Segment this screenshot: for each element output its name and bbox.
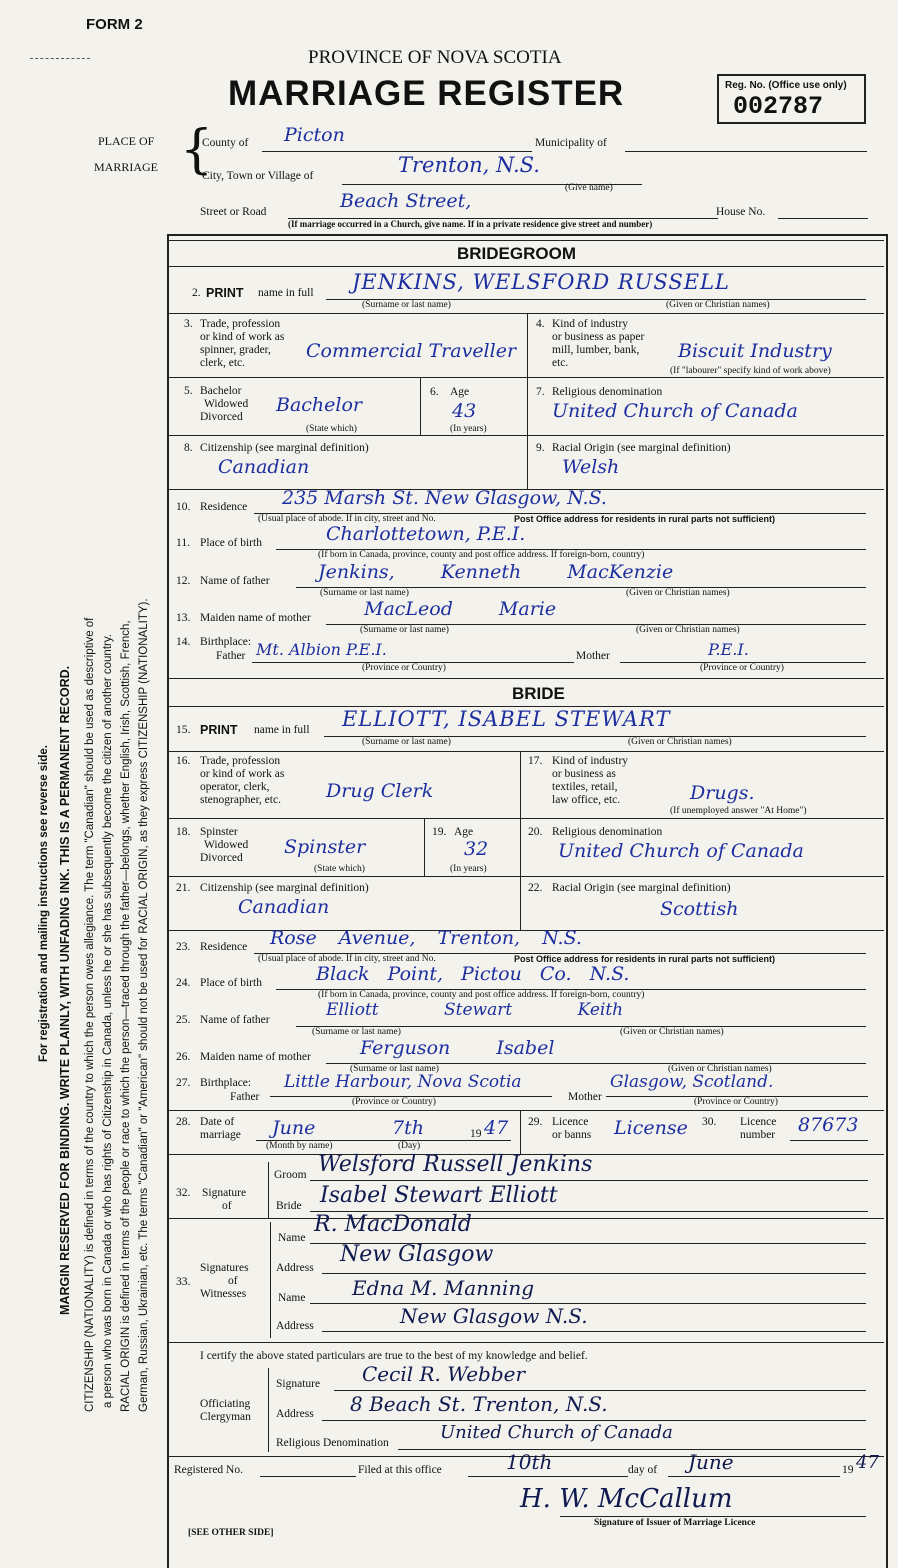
filed-year-value: 47 [856, 1452, 879, 1473]
month-caption: (Month by name) [266, 1141, 333, 1151]
item-8-number: 8. [184, 442, 193, 454]
date-label-1: Date of [200, 1116, 235, 1128]
marriage-month-value: June [272, 1117, 316, 1139]
item-15-number: 15. [176, 724, 191, 736]
bride-label: Bride [276, 1200, 302, 1212]
bride-industry-label-1: Kind of industry [552, 755, 629, 767]
city-value: Trenton, N.S. [398, 153, 540, 177]
bride-birth-label: Place of birth [200, 977, 262, 989]
margin-line-4: a person who was born in Canada or who has rights of Citizenship in Canada, unless he or she has subsequently become the citizen of another country. [102, 634, 114, 1408]
groom-status-label-1: Bachelor [200, 385, 242, 397]
bride-industry-label-4: law office, etc. [552, 794, 621, 806]
groom-citizenship-label: Citizenship (see marginal definition) [200, 442, 369, 454]
witness1-address-label: Address [276, 1262, 314, 1274]
groom-birth-caption: (If born in Canada, province, county and post office address. If foreign-born, country) [318, 550, 645, 560]
bride-age-label: Age [454, 826, 474, 838]
groom-years-caption: (In years) [450, 424, 487, 434]
item-22-number: 22. [528, 882, 543, 894]
signature-of-label: of [222, 1200, 232, 1212]
bride-father-given-caption: (Given or Christian names) [620, 1027, 724, 1037]
registered-label: Registered No. [174, 1464, 243, 1476]
clergy-label-1: Officiating [200, 1398, 251, 1410]
place-note: (If marriage occurred in a Church, give name. If in a private residence give street and number) [288, 219, 653, 229]
reg-number: 002787 [733, 92, 824, 121]
item-32-number: 32. [176, 1187, 191, 1199]
filed-month-value: June [688, 1450, 734, 1474]
bride-birthplace-father: Father [230, 1091, 260, 1103]
bride-industry-value: Drugs. [690, 782, 755, 804]
issuer-caption: Signature of Issuer of Marriage Licence [594, 1518, 756, 1528]
groom-status-value: Bachelor [276, 394, 363, 416]
bride-trade-label-4: stenographer, etc. [200, 794, 281, 806]
groom-birthplace-label: Birthplace: [200, 636, 252, 648]
bride-industry-label-3: textiles, retail, [552, 781, 618, 793]
groom-religion-label: Religious denomination [552, 386, 663, 398]
item-21-number: 21. [176, 882, 191, 894]
groom-industry-label-1: Kind of industry [552, 318, 629, 330]
margin-line-5: RACIAL ORIGIN is defined in terms of the people or race to which the person—traced through the father—belongs, whether English, Irish, Scottish, French, [120, 620, 132, 1412]
groom-residence-caption-bold: Post Office address for residents in rural parts not sufficient) [514, 514, 776, 524]
witness1-name-value: R. MacDonald [314, 1212, 472, 1237]
bride-mother-value: Ferguson Isabel [360, 1037, 555, 1059]
give-name-caption: (Give name) [565, 183, 613, 193]
item-30-number: 30. [702, 1116, 717, 1128]
item-29-number: 29. [528, 1116, 543, 1128]
item-9-number: 9. [536, 442, 545, 454]
clergy-denom-value: United Church of Canada [440, 1422, 673, 1443]
groom-print-label: PRINT [206, 286, 244, 300]
county-label: County of [202, 137, 249, 149]
groom-industry-label-3: mill, lumber, bank, [552, 344, 640, 356]
date-label-2: marriage [200, 1129, 241, 1141]
bride-age-value: 32 [464, 838, 489, 860]
bride-years-caption: (In years) [450, 864, 487, 874]
groom-father-bp-value: Mt. Albion P.E.I. [256, 640, 387, 659]
bride-residence-caption-bold: Post Office address for residents in rural parts not sufficient) [514, 954, 776, 964]
day-of-label: day of [628, 1464, 658, 1476]
witness2-address-value: New Glasgow N.S. [400, 1304, 588, 1328]
groom-father-value: Jenkins, Kenneth MacKenzie [318, 561, 674, 583]
form-dashes [30, 58, 90, 59]
bride-religion-value: United Church of Canada [558, 840, 804, 862]
witness2-name-label: Name [278, 1292, 306, 1304]
margin-line-1: For registration and mailing instructions see reverse side. [38, 745, 50, 1062]
bride-signature: Isabel Stewart Elliott [320, 1183, 558, 1208]
bride-residence-value: Rose Avenue, Trenton, N.S. [270, 927, 582, 949]
filed-year-prefix: 19 [842, 1464, 854, 1476]
item-33-number: 33. [176, 1276, 191, 1288]
bride-residence-caption: (Usual place of abode. If in city, street and No. [258, 954, 436, 964]
bride-status-label-1: Spinster [200, 826, 238, 838]
item-18-number: 18. [176, 826, 191, 838]
clergy-denom-label: Religious Denomination [276, 1437, 389, 1449]
groom-status-label-2: Widowed [204, 398, 249, 410]
groom-age-value: 43 [452, 400, 477, 422]
clergy-signature: Cecil R. Webber [362, 1362, 526, 1386]
groom-father-label: Name of father [200, 575, 270, 587]
municipality-label: Municipality of [535, 137, 607, 149]
groom-mother-label: Maiden name of mother [200, 612, 311, 624]
place-label-1: PLACE OF [98, 134, 155, 148]
groom-father-surname-caption: (Surname or last name) [320, 588, 409, 598]
item-6-number: 6. [430, 386, 439, 398]
bride-racial-label: Racial Origin (see marginal definition) [552, 882, 731, 894]
issuer-signature: H. W. McCallum [520, 1484, 733, 1514]
margin-line-3: CITIZENSHIP (NATIONALITY) is defined in terms of the country to which the person owes allegiance. The term "Canadian" should be used as descriptive of [84, 617, 96, 1412]
item-23-number: 23. [176, 941, 191, 953]
bride-status-label-2: Widowed [204, 839, 249, 851]
marriage-day-value: 7th [392, 1117, 424, 1139]
item-12-number: 12. [176, 575, 191, 587]
street-label: Street or Road [200, 206, 267, 218]
see-other-side: [SEE OTHER SIDE] [188, 1528, 274, 1538]
bride-heading: BRIDE [512, 684, 565, 703]
margin-line-2: MARGIN RESERVED FOR BINDING. WRITE PLAINLY, WITH UNFADING INK. THIS IS A PERMANENT RECORD. [58, 665, 72, 1315]
bride-father-label: Name of father [200, 1014, 270, 1026]
witness1-name-label: Name [278, 1232, 306, 1244]
bride-surname-caption: (Surname or last name) [362, 737, 451, 747]
bride-state-caption: (State which) [314, 864, 365, 874]
groom-industry-label-2: or business as paper [552, 331, 645, 343]
groom-industry-label-4: etc. [552, 357, 569, 369]
place-label-2: MARRIAGE [94, 160, 159, 174]
filed-label: Filed at this office [358, 1464, 442, 1476]
marriage-year-prefix: 19 [470, 1128, 482, 1140]
item-10-number: 10. [176, 501, 191, 513]
street-value: Beach Street, [340, 190, 472, 212]
page-title: MARRIAGE REGISTER [228, 74, 625, 113]
item-24-number: 24. [176, 977, 191, 989]
bride-name-label: name in full [254, 724, 310, 736]
certify-text: I certify the above stated particulars are true to the best of my knowledge and belief. [200, 1350, 588, 1362]
bride-religion-label: Religious denomination [552, 826, 663, 838]
bride-trade-label-1: Trade, profession [200, 755, 281, 767]
item-11-number: 11. [176, 537, 190, 549]
licence-label-1: Licence [552, 1116, 589, 1128]
groom-signature: Welsford Russell Jenkins [318, 1152, 593, 1177]
bride-father-bp-value: Little Harbour, Nova Scotia [284, 1072, 522, 1092]
bride-citizenship-value: Canadian [238, 896, 330, 918]
item-16-number: 16. [176, 755, 191, 767]
groom-trade-label-1: Trade, profession [200, 318, 281, 330]
witness2-address-label: Address [276, 1320, 314, 1332]
reg-box [717, 74, 866, 124]
bride-mother-surname-caption: (Surname or last name) [350, 1064, 439, 1074]
groom-father-given-caption: (Given or Christian names) [626, 588, 730, 598]
licence-label-2: or banns [552, 1129, 592, 1141]
item-4-number: 4. [536, 318, 545, 330]
bride-mother-province-caption: (Province or Country) [694, 1097, 778, 1107]
bride-given-caption: (Given or Christian names) [628, 737, 732, 747]
clergy-address-label: Address [276, 1408, 314, 1420]
item-26-number: 26. [176, 1051, 191, 1063]
item-14-number: 14. [176, 636, 191, 648]
clergy-signature-label: Signature [276, 1378, 321, 1390]
licence-no-label-1: Licence [740, 1116, 777, 1128]
item-20-number: 20. [528, 826, 543, 838]
groom-birth-label: Place of birth [200, 537, 262, 549]
bride-mother-given-caption: (Given or Christian names) [668, 1064, 772, 1074]
groom-mother-surname-caption: (Surname or last name) [360, 625, 449, 635]
clergy-label-2: Clergyman [200, 1411, 251, 1423]
witness-label-3: Witnesses [200, 1288, 247, 1300]
filed-day-value: 10th [506, 1450, 553, 1474]
groom-state-caption: (State which) [306, 424, 357, 434]
groom-surname-caption: (Surname or last name) [362, 300, 451, 310]
marriage-year-value: 47 [484, 1117, 509, 1139]
bride-industry-caption: (If unemployed answer "At Home") [670, 806, 807, 816]
bride-racial-value: Scottish [660, 898, 739, 920]
bride-industry-label-2: or business as [552, 768, 616, 780]
place-brace: { [180, 120, 214, 180]
groom-mother-province-caption: (Province or Country) [700, 663, 784, 673]
groom-father-province-caption: (Province or Country) [362, 663, 446, 673]
signature-label: Signature [202, 1187, 247, 1199]
province-title: PROVINCE OF NOVA SCOTIA [308, 47, 562, 68]
groom-racial-label: Racial Origin (see marginal definition) [552, 442, 731, 454]
groom-name-label: name in full [258, 287, 314, 299]
groom-trade-value: Commercial Traveller [306, 340, 517, 362]
bride-trade-label-3: operator, clerk, [200, 781, 270, 793]
bride-birth-value: Black Point, Pictou Co. N.S. [316, 963, 630, 985]
bride-status-label-3: Divorced [200, 852, 243, 864]
bride-birthplace-mother: Mother [568, 1091, 602, 1103]
bride-mother-bp-value: Glasgow, Scotland. [610, 1072, 774, 1092]
witness-label-1: Signatures [200, 1262, 249, 1274]
bridegroom-heading: BRIDEGROOM [457, 244, 576, 263]
item-28-number: 28. [176, 1116, 191, 1128]
groom-trade-label-4: clerk, etc. [200, 357, 246, 369]
bride-father-surname-caption: (Surname or last name) [312, 1027, 401, 1037]
bride-residence-label: Residence [200, 941, 248, 953]
item-13-number: 13. [176, 612, 191, 624]
witness1-address-value: New Glasgow [340, 1242, 494, 1267]
bride-trade-value: Drug Clerk [326, 780, 434, 802]
groom-given-caption: (Given or Christian names) [666, 300, 770, 310]
form-number: FORM 2 [86, 16, 143, 33]
item-5-number: 5. [184, 385, 193, 397]
witness2-name-value: Edna M. Manning [352, 1276, 535, 1300]
house-label: House No. [716, 206, 766, 218]
groom-residence-label: Residence [200, 501, 248, 513]
witness-label-2: of [228, 1275, 238, 1287]
groom-residence-value: 235 Marsh St. New Glasgow, N.S. [282, 487, 607, 509]
groom-trade-label-2: or kind of work as [200, 331, 285, 343]
bride-birth-caption: (If born in Canada, province, county and post office address. If foreign-born, country) [318, 990, 645, 1000]
groom-mother-bp-value: P.E.I. [708, 640, 749, 659]
groom-status-label-3: Divorced [200, 411, 243, 423]
bride-name-value: ELLIOTT, ISABEL STEWART [342, 707, 671, 731]
bride-birthplace-label: Birthplace: [200, 1077, 252, 1089]
groom-age-label: Age [450, 386, 470, 398]
groom-trade-label-3: spinner, grader, [200, 344, 271, 356]
groom-industry-caption: (If "labourer" specify kind of work above) [670, 366, 831, 376]
groom-industry-value: Biscuit Industry [678, 340, 832, 362]
groom-birth-value: Charlottetown, P.E.I. [326, 523, 526, 545]
city-label: City, Town or Village of [202, 170, 314, 182]
county-value: Picton [284, 124, 345, 146]
groom-birthplace-father: Father [216, 650, 246, 662]
groom-residence-caption: (Usual place of abode. If in city, street and No. [258, 514, 436, 524]
item-17-number: 17. [528, 755, 543, 767]
groom-racial-value: Welsh [562, 456, 620, 478]
licence-value: License [614, 1117, 688, 1139]
clergy-address-value: 8 Beach St. Trenton, N.S. [350, 1392, 608, 1416]
item-25-number: 25. [176, 1014, 191, 1026]
item-2-number: 2. [192, 287, 201, 299]
bride-father-value: Elliott Stewart Keith [326, 1000, 624, 1020]
day-caption: (Day) [398, 1141, 421, 1151]
bride-print-label: PRINT [200, 723, 238, 737]
licence-number-value: 87673 [798, 1114, 859, 1136]
bride-mother-label: Maiden name of mother [200, 1051, 311, 1063]
groom-citizenship-value: Canadian [218, 456, 310, 478]
groom-name-value: JENKINS, WELSFORD RUSSELL [352, 270, 730, 294]
item-27-number: 27. [176, 1077, 191, 1089]
bride-citizenship-label: Citizenship (see marginal definition) [200, 882, 369, 894]
groom-mother-given-caption: (Given or Christian names) [636, 625, 740, 635]
groom-religion-value: United Church of Canada [552, 400, 798, 422]
item-7-number: 7. [536, 386, 545, 398]
item-19-number: 19. [432, 826, 447, 838]
bride-trade-label-2: or kind of work as [200, 768, 285, 780]
groom-mother-value: MacLeod Marie [364, 598, 557, 620]
bride-status-value: Spinster [284, 836, 366, 858]
groom-birthplace-mother: Mother [576, 650, 610, 662]
reg-label: Reg. No. (Office use only) [725, 80, 847, 91]
bride-father-province-caption: (Province or Country) [352, 1097, 436, 1107]
licence-no-label-2: number [740, 1129, 776, 1141]
margin-line-6: German, Russian, Ukrainian, etc. The terms "Canadian" or "American" should not be used for RACIAL ORIGIN, as they express CITIZENSHIP (NATIONALITY). [138, 598, 150, 1412]
item-3-number: 3. [184, 318, 193, 330]
groom-label: Groom [274, 1169, 307, 1181]
